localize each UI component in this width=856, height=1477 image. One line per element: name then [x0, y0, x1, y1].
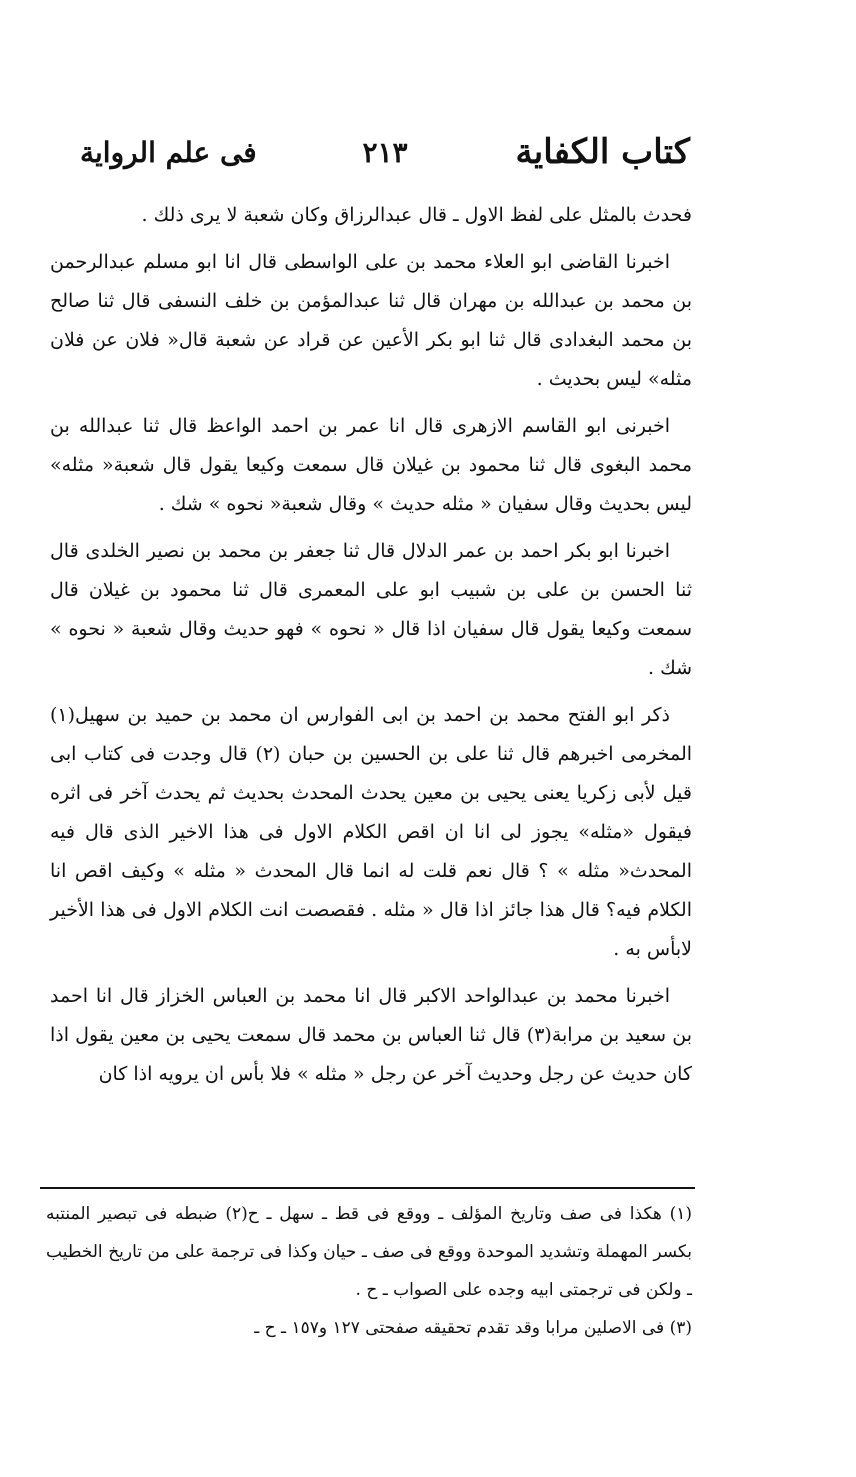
book-subject: فى علم الرواية: [80, 136, 257, 169]
footnote: (٣) فى الاصلين مرابا وقد تقدم تحقيقه صفحتى ١٢٧ و١٥٧ ـ ح ـ: [254, 1318, 692, 1338]
paragraph-continuation: فحدث بالمثل على لفظ الاول ـ قال عبدالرزاق وكان شعبة لا يرى ذلك .: [141, 204, 692, 226]
running-header: [80, 132, 690, 182]
footnote-divider: [40, 1187, 695, 1189]
paragraph: اخبرنا محمد بن عبدالواحد الاكبر قال انا محمد بن العباس الخزاز قال انا احمد بن سعيد بن مرابة(٣) قال ثنا العباس بن محمد قال سمعت يحيى بن معين يقول اذا كان حديث عن رجل وحديث آخر عن رجل « مثله » فلا بأس ان يرويه اذا كان: [50, 985, 692, 1085]
paragraph: اخبرنى ابو القاسم الازهرى قال انا عمر بن احمد الواعظ قال ثنا عبدالله بن محمد البغوى قال ثنا محمود بن غيلان قال سمعت وكيعا يقول قال شعبة« مثله» ليس بحديث وقال سفيان « مثله حديث » وقال شعبة« نحوه » شك .: [50, 415, 692, 515]
paragraph: اخبرنا ابو بكر احمد بن عمر الدلال قال ثنا جعفر بن محمد بن نصير الخلدى قال ثنا الحسن بن على بن شبيب ابو على المعمرى قال ثنا محمود بن غيلان قال سمعت وكيعا يقول قال سفيان اذا قال « نحوه » فهو حديث وقال شعبة « نحوه » شك .: [50, 540, 692, 679]
footnotes: [46, 1195, 692, 1347]
paragraph: اخبرنا القاضى ابو العلاء محمد بن على الواسطى قال انا ابو مسلم عبدالرحمن بن محمد بن عبدالله بن مهران قال ثنا عبدالمؤمن بن خلف النسفى قال ثنا صالح بن محمد البغدادى قال ثنا ابو بكر الأعين عن قراد عن شعبة قال« فلان عن فلان مثله» ليس بحديث .: [50, 251, 692, 390]
main-text: [50, 196, 692, 1102]
paragraph: ذكر ابو الفتح محمد بن احمد بن ابى الفوارس ان محمد بن حميد بن سهيل(١) المخرمى اخبرهم قال ثنا على بن الحسين بن حبان (٢) قال وجدت فى كتاب ابى قيل لأبى زكريا يعنى يحيى بن معين يحدث المحدث بحديث ثم يحدث آخر فى اثره فيقول «مثله» يجوز لى انا ان اقص الكلام الاول فى هذا الاخير الذى قال فيه المحدث« مثله » ؟ قال نعم قلت له انما قال المحدث « مثله » وكيف اقص انا الكلام فيه؟ قال هذا جائز اذا قال « مثله . فقصصت انت الكلام الاول فى هذا الأخير لابأس به .: [50, 704, 693, 960]
book-title: كتاب الكفاية: [515, 132, 690, 172]
page-number: ٢١٣: [362, 136, 408, 169]
footnote: (١) هكذا فى صف وتاريخ المؤلف ـ ووقع فى قط ـ سهل ـ ح(٢) ضبطه فى تبصير المنتبه بكسر المهملة وتشديد الموحدة ووقع فى صف ـ حيان وكذا فى ترجمة على من تاريخ الخطيب ـ ولكن فى ترجمتى ابيه وجده على الصواب ـ ح .: [46, 1204, 692, 1300]
